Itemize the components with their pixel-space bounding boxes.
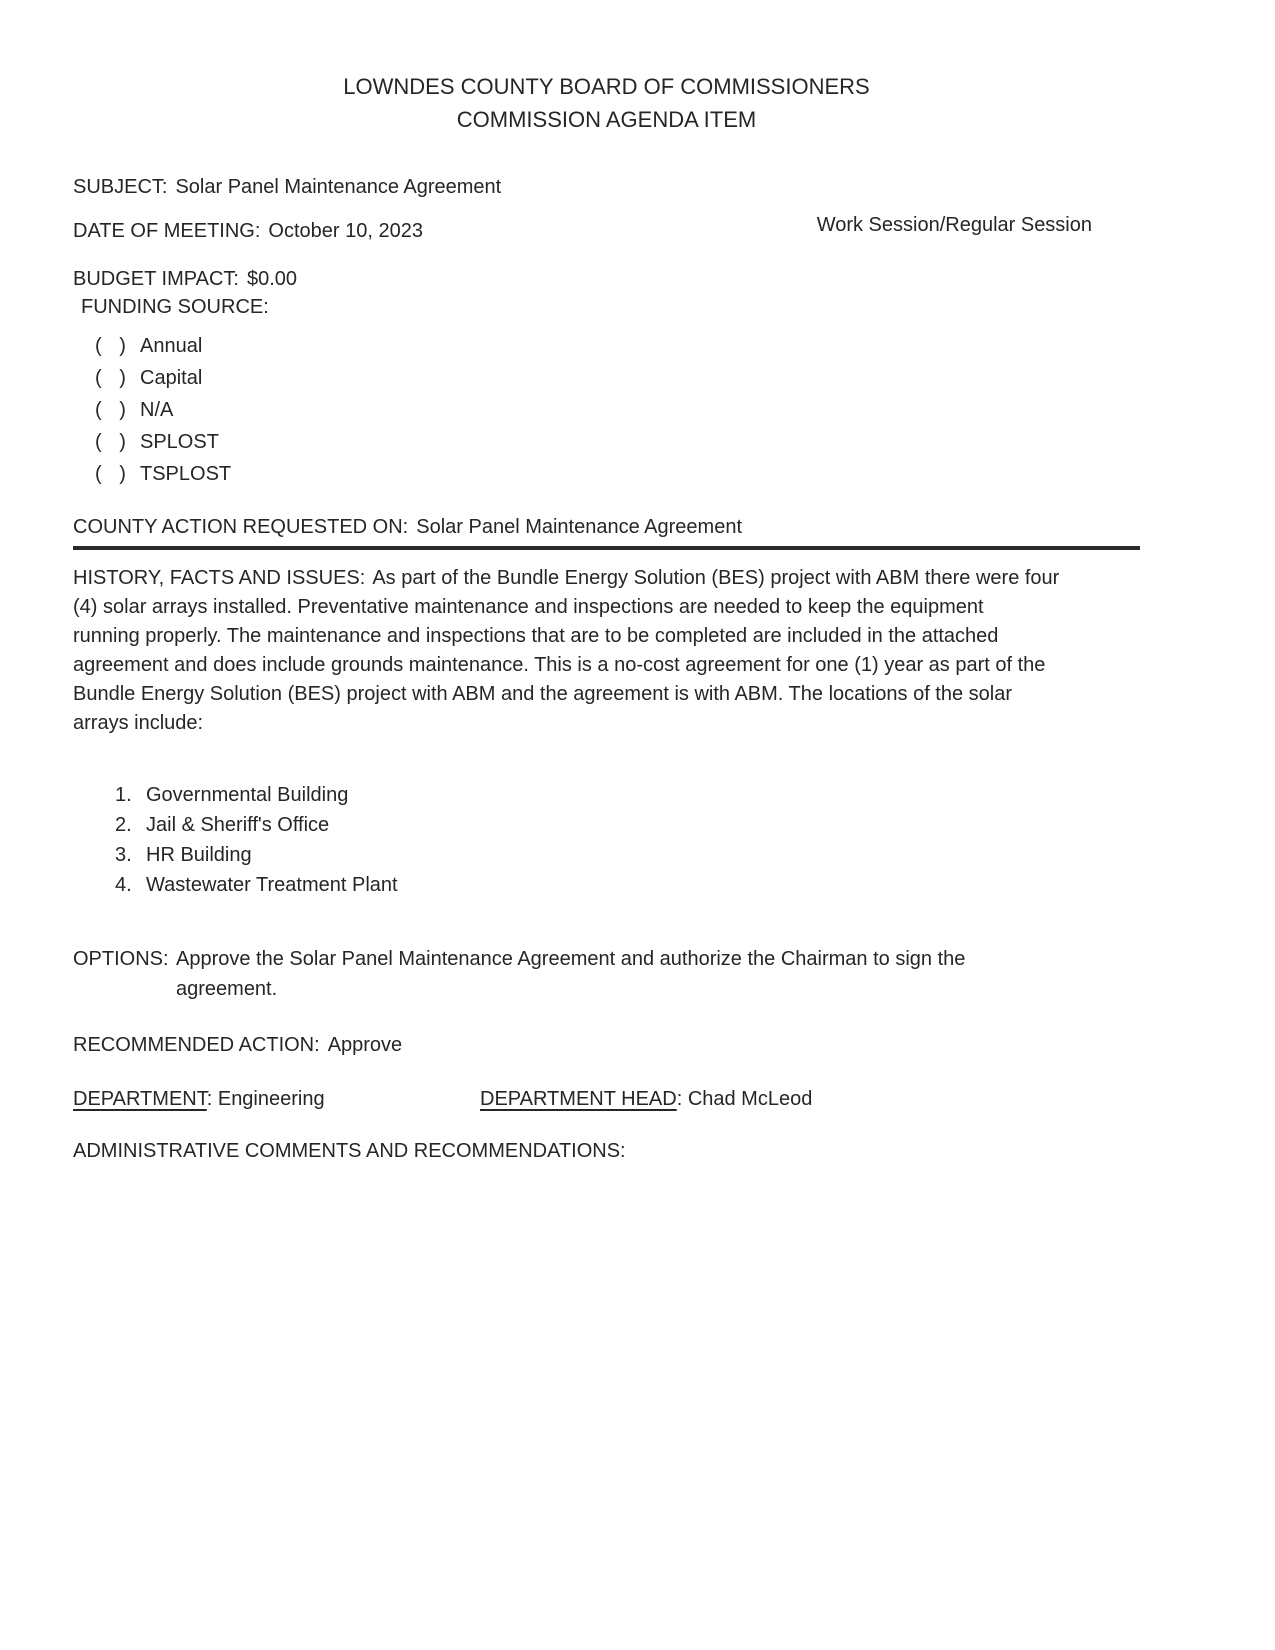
document-title: LOWNDES COUNTY BOARD OF COMMISSIONERS [343, 74, 870, 99]
options-label: OPTIONS: [73, 948, 169, 970]
funding-option-label: Capital [140, 367, 203, 389]
history-label: HISTORY, FACTS AND ISSUES: [73, 567, 366, 589]
history-line [73, 564, 1140, 593]
department-row [73, 1086, 1140, 1112]
history-line: Bundle Energy Solution (BES) project with ABM and the agreement is with ABM. The locations of the solar [73, 683, 1013, 705]
meeting-date-line [73, 218, 423, 244]
funding-options-list [73, 330, 1140, 490]
section-divider-rule [73, 546, 1140, 550]
history-line: running properly. The maintenance and inspections that are to be completed are included in the attached [73, 625, 999, 647]
checkbox-icon: ( ) [95, 431, 132, 453]
funding-option-splost [95, 426, 1140, 458]
meeting-date-row [73, 214, 1140, 244]
department-value: : Engineering [206, 1088, 325, 1110]
meeting-date-label: DATE OF MEETING: [73, 220, 261, 242]
recommended-action-value: Approve [327, 1034, 403, 1056]
county-action-value: Solar Panel Maintenance Agreement [416, 516, 742, 538]
budget-impact-label: BUDGET IMPACT: [73, 268, 239, 290]
history-line: agreement and does include grounds maintenance. This is a no-cost agreement for one (1) year as part of the [73, 654, 1046, 676]
funding-option-tsplost [95, 458, 1140, 490]
location-number: 4. [115, 874, 132, 896]
county-action-heading [73, 514, 1140, 540]
options-section [73, 944, 1140, 1004]
subject-line [73, 174, 1140, 200]
funding-option-label: N/A [140, 399, 174, 421]
location-name: Governmental Building [146, 784, 349, 806]
location-name: HR Building [146, 844, 252, 866]
location-number: 2. [115, 814, 132, 836]
options-text-line: Approve the Solar Panel Maintenance Agreement and authorize the Chairman to sign the [176, 948, 966, 970]
funding-option-label: Annual [140, 335, 203, 357]
options-text [176, 944, 965, 1004]
locations-list [73, 780, 1140, 900]
subject-label: SUBJECT: [73, 176, 168, 198]
subject-value: Solar Panel Maintenance Agreement [175, 176, 502, 198]
funding-option-na [95, 394, 1140, 426]
admin-comments-label: ADMINISTRATIVE COMMENTS AND RECOMMENDATIONS: [73, 1140, 626, 1162]
department-head-value: : Chad McLeod [676, 1088, 813, 1110]
funding-option-capital [95, 362, 1140, 394]
location-item [115, 780, 1140, 810]
checkbox-icon: ( ) [95, 463, 132, 485]
funding-source-label: FUNDING SOURCE: [81, 296, 269, 318]
options-text-line: agreement. [176, 978, 278, 1000]
location-item [115, 840, 1140, 870]
department-label: DEPARTMENT [73, 1088, 207, 1110]
location-item [115, 810, 1140, 840]
budget-impact-line [73, 266, 1140, 292]
history-line: arrays include: [73, 712, 204, 734]
session-type-text: Work Session/Regular Session [816, 214, 1092, 236]
document-subtitle: COMMISSION AGENDA ITEM [456, 107, 757, 132]
checkbox-icon: ( ) [95, 367, 132, 389]
location-item [115, 870, 1140, 900]
recommended-action-line [73, 1032, 1140, 1058]
location-number: 3. [115, 844, 132, 866]
budget-impact-value: $0.00 [246, 268, 298, 290]
checkbox-icon: ( ) [95, 399, 132, 421]
history-line: (4) solar arrays installed. Preventative maintenance and inspections are needed to keep the equipment [73, 596, 984, 618]
history-text: As part of the Bundle Energy Solution (BES) project with ABM there were four [372, 567, 1060, 589]
funding-option-label: TSPLOST [140, 463, 232, 485]
department-head-line [480, 1086, 812, 1112]
department-line [73, 1086, 480, 1112]
meeting-date-value: October 10, 2023 [268, 220, 423, 242]
department-head-label: DEPARTMENT HEAD [480, 1088, 677, 1110]
funding-option-annual [95, 330, 1140, 362]
location-number: 1. [115, 784, 132, 806]
document-header [73, 70, 1140, 136]
location-name: Wastewater Treatment Plant [146, 874, 398, 896]
recommended-action-label: RECOMMENDED ACTION: [73, 1034, 320, 1056]
county-action-label: COUNTY ACTION REQUESTED ON: [73, 516, 409, 538]
location-name: Jail & Sheriff's Office [146, 814, 330, 836]
funding-option-label: SPLOST [140, 431, 219, 453]
history-paragraph [73, 564, 1140, 738]
checkbox-icon: ( ) [95, 335, 132, 357]
